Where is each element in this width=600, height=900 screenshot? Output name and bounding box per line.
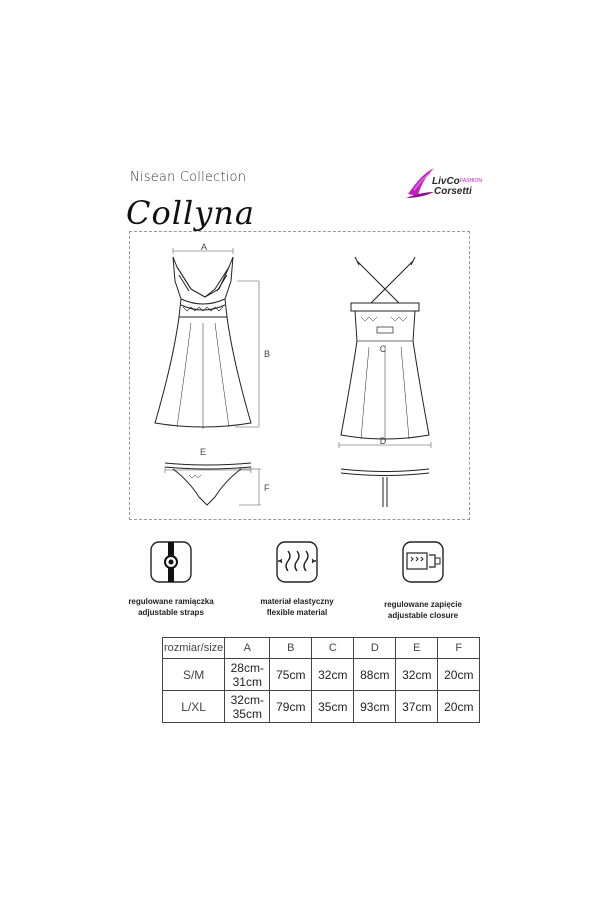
feature-straps-en: adjustable straps bbox=[138, 608, 204, 617]
table-cell: 37cm bbox=[396, 691, 438, 723]
logo-text-corsetti: Corsetti bbox=[434, 186, 472, 197]
label-b: B bbox=[264, 349, 271, 359]
hook-closure-icon bbox=[402, 541, 444, 583]
column-header-c: C bbox=[312, 638, 354, 659]
table-cell: 32cm bbox=[312, 659, 354, 691]
column-header-d: D bbox=[354, 638, 396, 659]
label-f: F bbox=[264, 483, 270, 493]
collection-name: Nisean Collection bbox=[130, 170, 247, 185]
feature-material-en: flexible material bbox=[266, 608, 328, 617]
product-name: Collyna bbox=[126, 194, 255, 232]
brand-logo bbox=[404, 164, 494, 204]
label-a: A bbox=[200, 242, 208, 252]
table-row bbox=[163, 659, 480, 691]
feature-closure bbox=[353, 599, 493, 621]
table-cell: 79cm bbox=[270, 691, 312, 723]
label-e: E bbox=[199, 447, 207, 457]
size-table-header bbox=[163, 638, 480, 659]
feature-material bbox=[227, 596, 367, 618]
size-table-corner: rozmiar/size bbox=[163, 638, 225, 659]
logo-text-livco: LivCo bbox=[432, 176, 460, 187]
feature-straps-pl: regulowane ramiączka bbox=[128, 597, 214, 606]
table-cell: 88cm bbox=[354, 659, 396, 691]
table-cell: 20cm bbox=[438, 659, 480, 691]
thong-back-drawing bbox=[341, 469, 429, 507]
column-header-f: F bbox=[438, 638, 480, 659]
feature-closure-pl: regulowane zapięcie bbox=[384, 600, 462, 609]
table-cell: 93cm bbox=[354, 691, 396, 723]
column-header-e: E bbox=[396, 638, 438, 659]
table-cell: 32cm-35cm bbox=[225, 691, 270, 723]
size-label: S/M bbox=[163, 659, 225, 691]
table-row bbox=[163, 691, 480, 723]
garment-diagram bbox=[129, 231, 470, 520]
feature-material-pl: materiał elastyczny bbox=[260, 597, 334, 606]
size-table bbox=[162, 637, 480, 723]
measurement-lines-front bbox=[165, 248, 261, 505]
table-cell: 75cm bbox=[270, 659, 312, 691]
feature-closure-en: adjustable closure bbox=[387, 611, 459, 620]
label-d: D bbox=[379, 436, 387, 446]
table-cell: 20cm bbox=[438, 691, 480, 723]
strap-adjuster-icon bbox=[150, 541, 192, 583]
table-cell: 35cm bbox=[312, 691, 354, 723]
thong-front-drawing bbox=[165, 463, 251, 505]
babydoll-front-drawing bbox=[155, 257, 251, 429]
table-cell: 32cm bbox=[396, 659, 438, 691]
size-label: L/XL bbox=[163, 691, 225, 723]
logo-text-fashion: FASHION bbox=[460, 178, 482, 184]
column-header-b: B bbox=[270, 638, 312, 659]
feature-straps bbox=[101, 596, 241, 618]
label-c: C bbox=[379, 344, 387, 354]
elastic-material-icon bbox=[276, 541, 318, 583]
column-header-a: A bbox=[225, 638, 270, 659]
table-cell: 28cm-31cm bbox=[225, 659, 270, 691]
